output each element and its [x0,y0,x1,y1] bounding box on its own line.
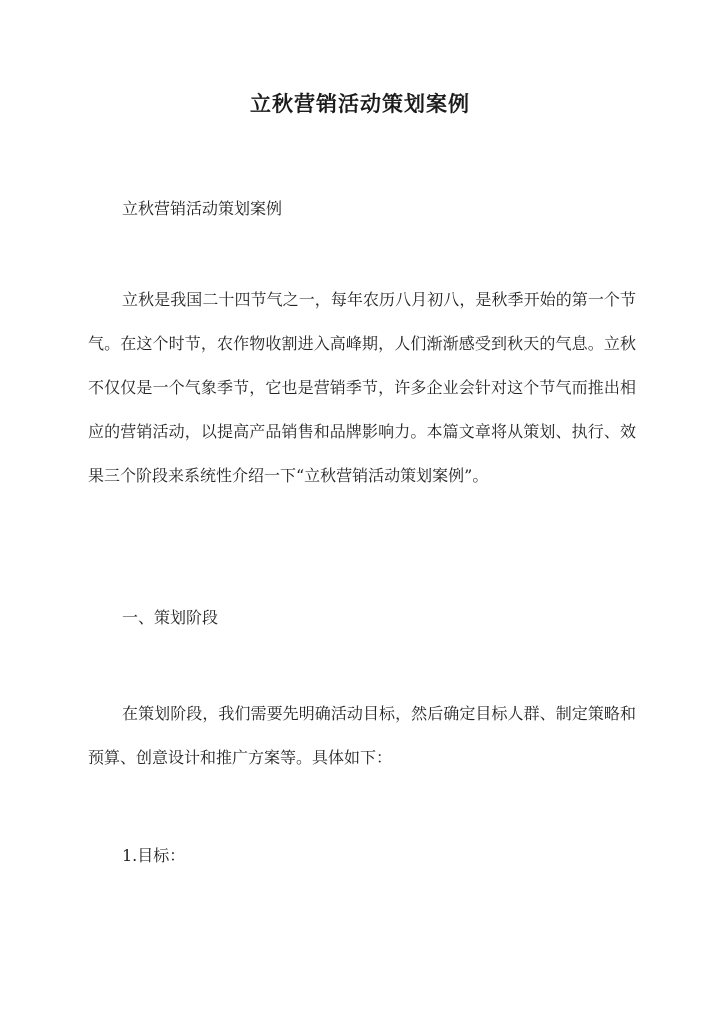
document-title: 立秋营销活动策划案例 [250,91,470,116]
intro-paragraph: 立秋是我国二十四节气之一，每年农历八月初八，是秋季开始的第一个节气。在这个时节，农作物收割进入高峰期，人们渐渐感受到秋天的气息。立秋不仅仅是一个气象季节，它也是营销季节，许多企业会针对这个节气而推出相应的营销活动，以提高产品销售和品牌影响力。本篇文章将从策划、执行、效果三个阶段来系统性介绍一下“立秋营销活动策划案例”。 [88,290,636,485]
goal-item: 1.目标： [122,846,186,865]
section-heading-planning: 一、策划阶段 [122,608,219,627]
planning-paragraph: 在策划阶段，我们需要先明确活动目标，然后确定目标人群、制定策略和预算、创意设计和推广方案等。具体如下： [88,704,636,767]
subtitle-paragraph: 立秋营销活动策划案例 [122,199,283,218]
